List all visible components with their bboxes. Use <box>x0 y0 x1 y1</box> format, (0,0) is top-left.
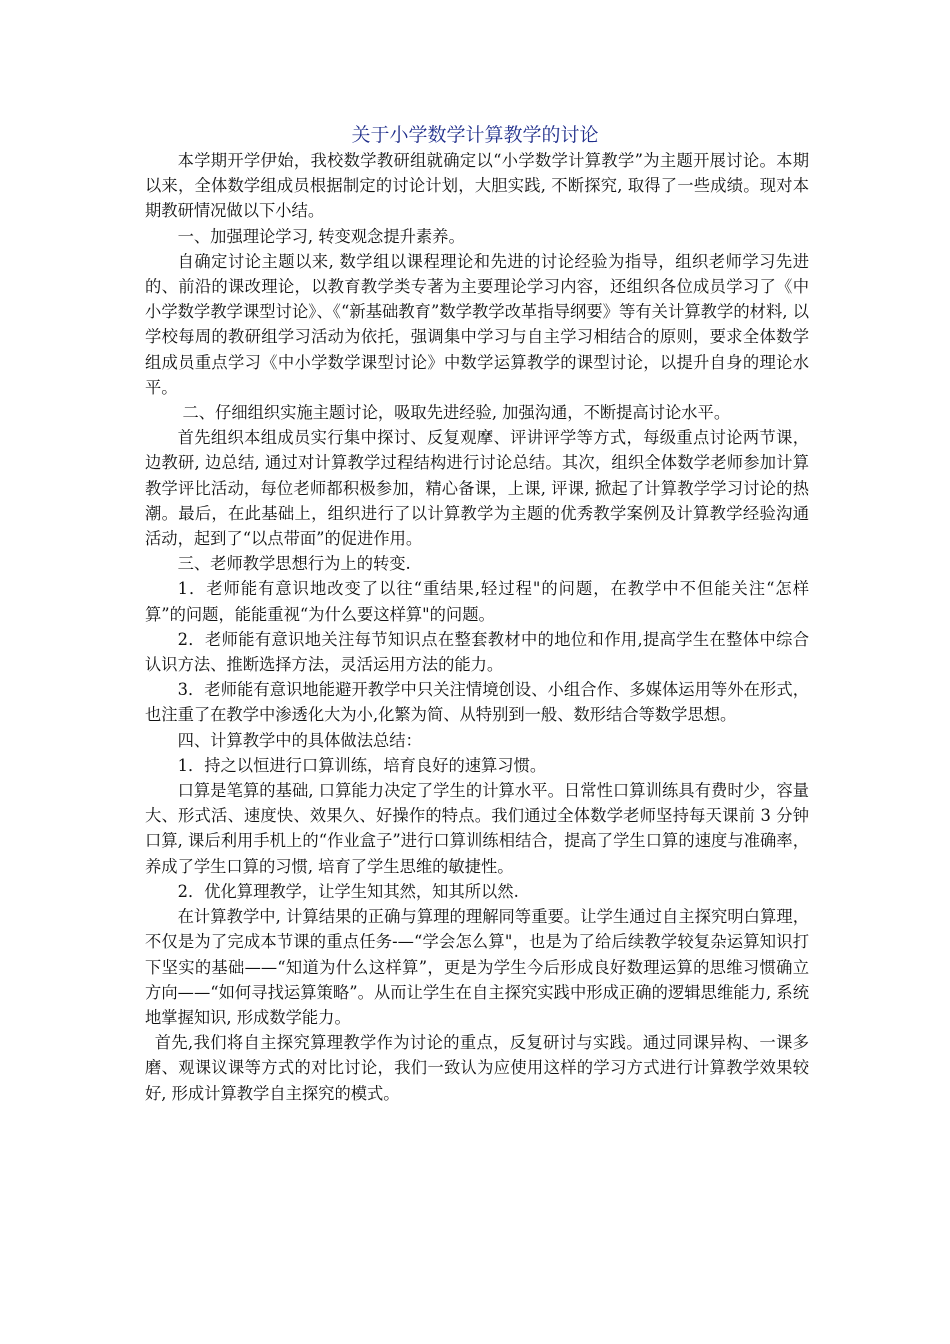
paragraph-autonomous-inquiry: 首先,我们将自主探究算理教学作为讨论的重点，反复研讨与实践。通过同课异构、一课多磨、观课议课等方式的对比讨论，我们一致认为应使用这样的学习方式进行计算教学效果较好, 形成计算教学自主探究的模式。 <box>145 1033 809 1103</box>
list-item-method-1: 1．持之以恒进行口算训练，培育良好的速算习惯。 <box>177 755 547 775</box>
paragraph-theory-study: 自确定讨论主题以来, 数学组以课程理论和先进的讨论经验为指导，组织老师学习先进的、前沿的课改理论，以教育教学类专著为主要理论学习内容，还组织各位成员学习了《中小学数学教学课型讨论》、《“新基础教育”数学教学改革指导纲要》等有关计算教学的材料, 以学校每周的教研组学习活动为依托，强调集中学习与自主学习相结合的原则，要求全体数学组成员重点学习《中小学数学课型讨论》中数学运算教学的课型讨论，以提升自身的理论水平。 <box>145 251 809 397</box>
list-item-change-3: 3．老师能有意识地能避开教学中只关注情境创设、小组合作、多媒体运用等外在形式，也注重了在教学中渗透化大为小,化繁为简、从特别到一般、数形结合等数学思想。 <box>145 680 809 725</box>
list-item-change-1: 1．老师能有意识地改变了以往“重结果,轻过程"的问题，在教学中不但能关注“怎样算”的问题，能能重视“为什么要这样算"的问题。 <box>145 579 809 624</box>
paragraph-organize-discussion: 首先组织本组成员实行集中探讨、反复观摩、评讲评学等方式，每级重点讨论两节课，边教研, 边总结, 通过对计算教学过程结构进行讨论总结。其次，组织全体数学老师参加计算教学评比活动，每位老师都积极参加，精心备课，上课, 评课, 掀起了计算教学学习讨论的热潮。最后，在此基础上，组织进行了以计算教学为主题的优秀教学案例及计算教学经验沟通活动，起到了“以点带面”的促进作用。 <box>145 428 809 549</box>
section-heading-3: 三、老师教学思想行为上的转变. <box>177 554 411 574</box>
paragraph-oral-arithmetic: 口算是笔算的基础, 口算能力决定了学生的计算水平。日常性口算训练具有费时少，容量大、形式活、速度快、效果久、好操作的特点。我们通过全体数学老师坚持每天课前 3 分钟口算, 课后利用手机上的“作业盒子”进行口算训练相结合，提高了学生口算的速度与准确率，养成了学生口算的习惯, 培育了学生思维的敏捷性。 <box>145 781 809 876</box>
section-heading-2: 二、仔细组织实施主题讨论，吸取先进经验, 加强沟通，不断提高讨论水平。 <box>182 403 731 423</box>
paragraph-intro: 本学期开学伊始，我校数学教研组就确定以“小学数学计算教学”为主题开展讨论。本期以来，全体数学组成员根据制定的讨论计划，大胆实践, 不断探究, 取得了一些成绩。现对本期教研情况做以下小结。 <box>145 151 809 221</box>
section-heading-1: 一、加强理论学习, 转变观念提升素养。 <box>177 226 465 246</box>
paragraph-arithmetic-principle: 在计算教学中, 计算结果的正确与算理的理解同等重要。让学生通过自主探究明白算理，不仅是为了完成本节课的重点任务-—“学会怎么算"，也是为了给后续教学较复杂运算知识打下坚实的基础——“知道为什么这样算”，更是为学生今后形成良好数理运算的思维习惯确立方向——“如何寻找运算策略”。从而让学生在自主探究实践中形成正确的逻辑思维能力, 系统地掌握知识, 形成数学能力。 <box>145 907 809 1027</box>
document-body <box>145 148 809 1106</box>
document-title: 关于小学数学计算教学的讨论 <box>351 124 599 146</box>
list-item-change-2: 2．老师能有意识地关注每节知识点在整套教材中的地位和作用,提高学生在整体中综合认识方法、推断选择方法，灵活运用方法的能力。 <box>145 629 809 675</box>
list-item-method-2: 2．优化算理教学，让学生知其然，知其所以然. <box>177 881 519 901</box>
section-heading-4: 四、计算教学中的具体做法总结： <box>177 730 422 750</box>
